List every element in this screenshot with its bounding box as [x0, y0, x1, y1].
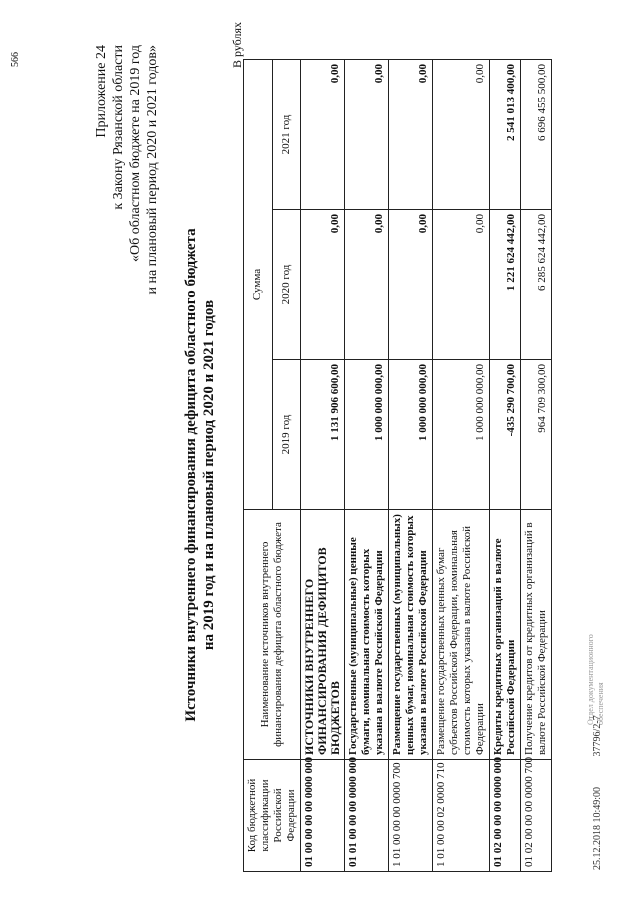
row-2020: 0,00 [345, 210, 389, 360]
appendix-header [93, 45, 161, 465]
appendix-line3: «Об областном бюджете на 2019 год [128, 45, 143, 262]
title-line1: Источники внутреннего финансирования дефицита областного бюджета [183, 228, 199, 722]
row-2019: 964 709 300,00 [521, 360, 552, 510]
row-name: ИСТОЧНИКИ ВНУТРЕННЕГО ФИНАНСИРОВАНИЯ ДЕФИЦИТОВ БЮДЖЕТОВ [301, 510, 345, 760]
row-2019: 1 000 000 000,00 [433, 360, 490, 510]
row-2019: 1 000 000 000,00 [389, 360, 433, 510]
table-header-row [244, 59, 273, 871]
page-number: 566 [10, 52, 21, 67]
row-code: 1 01 00 00 00 0000 700 [389, 760, 433, 872]
stamp-line2: обеспечения [596, 682, 605, 725]
row-name: Размещение государственных ценных бумаг субъектов Российской Федерации, номинальная стоимость которых указана в валюте Российской Федерации [433, 510, 490, 760]
header-sum: Сумма [244, 59, 273, 509]
row-code: 01 02 00 00 00 0000 000 [490, 760, 521, 872]
footer-datetime: 25.12.2018 10:49:00 [592, 786, 603, 870]
financing-table [243, 59, 552, 872]
row-code: 01 02 00 00 00 0000 700 [521, 760, 552, 872]
row-2020: 1 221 624 442,00 [490, 210, 521, 360]
footer-doc-number: 37796/2-7 [592, 715, 603, 757]
row-name: Кредиты кредитных организаций в валюте Российской Федерации [490, 510, 521, 760]
title-line2: на 2019 год и на плановый период 2020 и 2021 годов [201, 299, 217, 651]
row-2020: 6 285 624 442,00 [521, 210, 552, 360]
row-2020: 0,00 [389, 210, 433, 360]
row-2019: -435 290 700,00 [490, 360, 521, 510]
appendix-line2: к Закону Рязанской области [111, 45, 126, 210]
row-code: 01 01 00 00 00 0000 000 [345, 760, 389, 872]
row-2021: 0,00 [389, 59, 433, 209]
row-2021: 6 696 455 500,00 [521, 59, 552, 209]
table-row [389, 59, 433, 871]
stamp-line1: Отдел документационного [586, 634, 595, 725]
row-2019: 1 131 906 600,00 [301, 360, 345, 510]
row-2021: 0,00 [301, 59, 345, 209]
row-code: 1 01 00 00 02 0000 710 [433, 760, 490, 872]
table-row [301, 59, 345, 871]
document-title [182, 175, 218, 775]
table-row [433, 59, 490, 871]
department-stamp [586, 585, 606, 725]
table-row [521, 59, 552, 871]
row-code: 01 00 00 00 00 0000 000 [301, 760, 345, 872]
appendix-line4: и на плановый период 2020 и 2021 годов» [145, 45, 160, 295]
appendix-line1: Приложение 24 [94, 45, 109, 138]
row-2020: 0,00 [433, 210, 490, 360]
table-row [345, 59, 389, 871]
header-2020: 2020 год [272, 210, 301, 360]
row-name: Получение кредитов от кредитных организаций в валюте Российской Федерации [521, 510, 552, 760]
row-2021: 0,00 [433, 59, 490, 209]
units-label: В рублях [230, 22, 244, 69]
row-name: Размещение государственных (муниципальных) ценных бумаг, номинальная стоимость которых указана в валюте Российской Федерации [389, 510, 433, 760]
header-2019: 2019 год [272, 360, 301, 510]
row-2020: 0,00 [301, 210, 345, 360]
header-2021: 2021 год [272, 59, 301, 209]
header-code: Код бюджетной классификации Российской Федерации [244, 760, 301, 872]
header-name: Наименование источников внутреннего финансирования дефицита областного бюджета [244, 510, 301, 760]
table-row [490, 59, 521, 871]
row-2021: 2 541 013 400,00 [490, 59, 521, 209]
row-2021: 0,00 [345, 59, 389, 209]
row-name: Государственные (муниципальные) ценные бумаги, номинальная стоимость которых указана в валюте Российской Федерации [345, 510, 389, 760]
row-2019: 1 000 000 000,00 [345, 360, 389, 510]
